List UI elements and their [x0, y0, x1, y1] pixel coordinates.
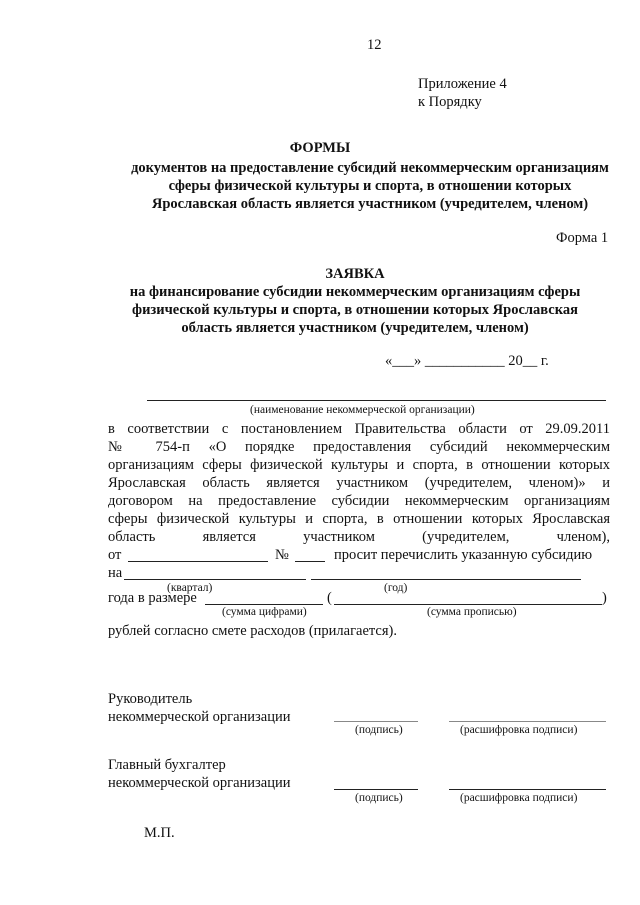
accountant-signature-field[interactable]: [334, 789, 418, 790]
application-title: ЗАЯВКА: [325, 266, 385, 282]
amount-words-field[interactable]: [334, 604, 602, 605]
appendix-line-1: Приложение 4: [418, 76, 507, 92]
body-line-6: сферы физической культуры и спорта, в отношении которых Ярославская: [108, 511, 610, 527]
application-subtitle-line-1: на финансирование субсидии некоммерческим организациям сферы: [129, 284, 581, 300]
body-line-3: организациям сферы физической культуры и спорта, в отношении которых: [108, 457, 610, 473]
body-line-5: договором на предоставление субсидии некоммерческим организациям: [108, 493, 610, 509]
director-decoding-field[interactable]: [449, 721, 606, 722]
director-signature-field[interactable]: [334, 721, 418, 722]
body-line-1: в соответствии с постановлением Правительства области от 29.09.2011: [108, 421, 610, 437]
forms-subtitle-line-1: документов на предоставление субсидий некоммерческим организациям: [131, 160, 609, 176]
year-field[interactable]: [311, 579, 581, 580]
application-subtitle-line-2: физической культуры и спорта, в отношении которых Ярославская: [132, 302, 578, 318]
from-suffix: просит перечислить указанную субсидию: [334, 547, 593, 563]
from-number-field[interactable]: [295, 561, 325, 562]
org-name-field[interactable]: [147, 400, 606, 401]
amount-open-paren: (: [327, 590, 332, 606]
director-title-2: некоммерческой организации: [108, 709, 291, 725]
form-label: Форма 1: [556, 230, 609, 246]
amount-prefix: года в размере: [108, 590, 197, 606]
na-label: на: [108, 565, 123, 581]
amount-words-caption: (сумма прописью): [427, 606, 517, 618]
body-line-2: № 754-п «О порядке предоставления субсидий некоммерческим: [108, 439, 610, 455]
director-decoding-caption: (расшифровка подписи): [460, 724, 578, 736]
date-line: «___» ___________ 20__ г.: [385, 353, 549, 369]
accountant-decoding-caption: (расшифровка подписи): [460, 792, 578, 804]
forms-title: ФОРМЫ: [289, 140, 351, 156]
accountant-signature-caption: (подпись): [355, 792, 403, 804]
org-name-caption: (наименование некоммерческой организации): [250, 404, 475, 416]
body-line-4: Ярославская область является участником (учредителем, членом)» и: [108, 475, 610, 491]
page-number: 12: [367, 37, 382, 53]
amount-close-paren: ): [602, 590, 607, 606]
appendix-line-2: к Порядку: [418, 94, 482, 110]
accountant-decoding-field[interactable]: [449, 789, 606, 790]
quarter-field[interactable]: [124, 579, 306, 580]
accountant-title-1: Главный бухгалтер: [108, 757, 226, 773]
year-caption: (год): [384, 582, 408, 594]
forms-subtitle-line-3: Ярославская область является участником (учредителем, членом): [151, 196, 589, 212]
body-line-7: область является участником (учредителем, членом),: [108, 529, 610, 545]
amount-digits-field[interactable]: [205, 604, 323, 605]
seal-label: М.П.: [144, 825, 175, 841]
number-sign: №: [275, 547, 289, 563]
accountant-title-2: некоммерческой организации: [108, 775, 291, 791]
application-subtitle-line-3: область является участником (учредителем, членом): [181, 320, 529, 336]
director-signature-caption: (подпись): [355, 724, 403, 736]
from-prefix: от: [108, 547, 122, 563]
director-title-1: Руководитель: [108, 691, 193, 707]
estimate-line: рублей согласно смете расходов (прилагается).: [108, 623, 397, 639]
amount-digits-caption: (сумма цифрами): [222, 606, 307, 618]
from-date-field[interactable]: [128, 561, 268, 562]
forms-subtitle-line-2: сферы физической культуры и спорта, в отношении которых: [168, 178, 572, 194]
quarter-caption: (квартал): [167, 582, 213, 594]
